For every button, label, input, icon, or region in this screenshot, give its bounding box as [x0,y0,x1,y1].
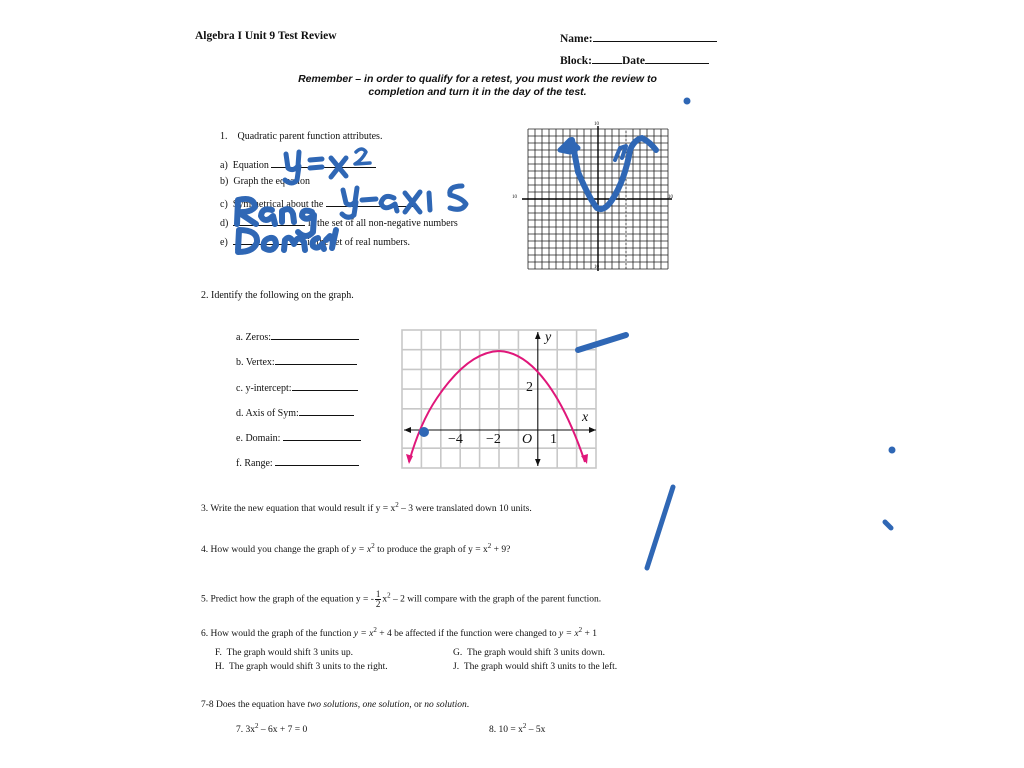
axis-blank[interactable] [299,404,354,416]
q7-equation: 7. $3x^2 - 6x + 7 = 0$ [236,722,308,735]
reminder-line-1: Remember – in order to qualify for a retest, you must work the review to [298,73,657,85]
choice-g[interactable]: G. The graph would shift 3 units down. [453,648,606,658]
zeros-blank[interactable] [271,328,359,340]
q1-item-e: e) is the set of real numbers. [220,233,410,248]
grid-right-label: 10 [668,195,673,200]
q1d-blank[interactable] [233,214,305,226]
choice-f[interactable]: F. The graph would shift 3 units up. [215,648,354,658]
worksheet-title: Algebra I Unit 9 Test Review [195,30,337,42]
q2-prompt: 2. Identify the following on the graph. [201,290,354,301]
x-tick-1: 1 [550,432,557,447]
handwritten-slash [647,487,673,568]
block-label: Block: [560,55,592,67]
fraction-one-half: $\frac{1}{2}$ [375,589,381,609]
q2-item-range: f. Range: [236,454,359,469]
q1e-blank[interactable] [233,233,305,245]
name-label: Name: [560,33,593,45]
handwritten-dot [885,522,891,528]
q2-item-axis: d. Axis of Sym: [236,404,354,419]
reminder-line-2: completion and turn it in the day of the test. [368,86,587,98]
date-blank[interactable] [645,52,709,64]
range-blank[interactable] [275,454,359,466]
block-blank[interactable] [592,52,622,64]
date-label: Date [621,55,645,67]
q2-item-yint: c. y-intercept: [236,379,358,394]
q1-item-a: a) Equation [220,156,376,171]
q1-item-b: b) Graph the equation [220,176,310,187]
q2-item-vertex: b. Vertex: [236,353,357,368]
block-date-field[interactable] [560,52,709,67]
x-axis-label: x [582,410,589,425]
handwritten-dot [889,447,895,453]
name-blank[interactable] [593,30,717,42]
x-tick-neg2: −2 [486,432,501,447]
y-axis-label: y [545,330,552,345]
q6-text: 6. How would the graph of the function $y = x^2 + 4$ be affected if the function were changed to $y = x^2 + 1$ [201,626,597,639]
q2-item-zeros: a. Zeros: [236,328,359,343]
domain-blank[interactable] [283,429,361,441]
name-field[interactable] [560,30,717,45]
q8-equation: 8. $10 = x^2 - 5x$ [489,722,546,735]
q5-text: 5. Predict how the graph of the equation y = - $\frac{1}{2}$ $x^2 - 2$ will compare with the graph of the parent function. [201,589,602,609]
retest-reminder [270,73,685,99]
q2-item-domain: e. Domain: [236,429,361,444]
parabola-graph [400,328,600,473]
q1-item-d: d) is the set of all non-negative numbers [220,214,458,229]
q4-text: 4. How would you change the graph of $y = x^2$ to produce the graph of $y = x^2 + 9$? [201,542,511,555]
y-tick-2: 2 [526,380,533,395]
grid-left-label: 10 [512,195,517,200]
vertex-blank[interactable] [275,353,357,365]
origin-label: O [522,432,533,447]
q78-prompt: 7-8 Does the equation have two solutions, one solution, or no solution. [201,700,470,710]
q1a-blank[interactable] [271,156,376,168]
grid-bottom-label: 10 [594,265,599,270]
yint-blank[interactable] [292,379,358,391]
q1-item-c: c) Symmetrical about the [220,195,416,210]
choice-j[interactable]: J. The graph would shift 3 units to the left. [453,662,618,672]
q3-text: 3. Write the new equation that would result if $y = x^2 - 3$ were translated down 10 units. [201,501,532,514]
q1c-blank[interactable] [326,195,416,207]
coordinate-grid [522,126,672,271]
q1-prompt: 1. Quadratic parent function attributes. [220,131,383,142]
choice-h[interactable]: H. The graph would shift 3 units to the right. [215,662,388,672]
grid-top-label: 10 [594,122,599,127]
x-tick-neg4: −4 [448,432,463,447]
